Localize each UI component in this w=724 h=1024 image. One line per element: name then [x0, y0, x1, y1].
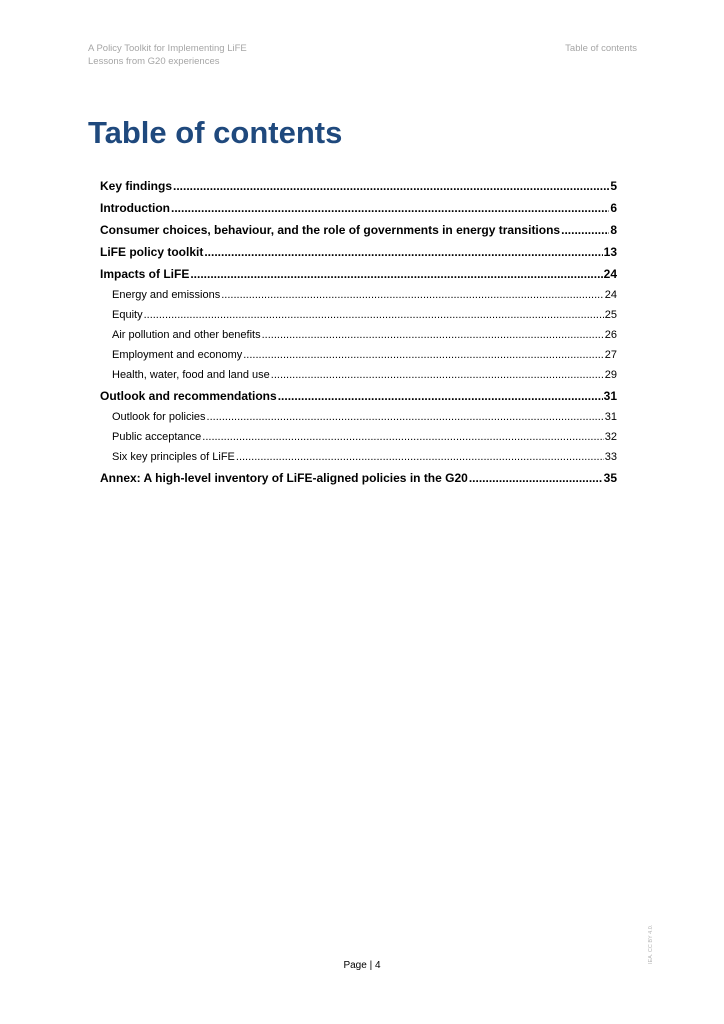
toc-entry-title: Key findings [100, 179, 173, 193]
toc-entry-title: Employment and economy [112, 349, 243, 361]
toc-entry[interactable] [100, 385, 617, 407]
toc-entry-title: Equity [112, 309, 143, 321]
dot-leader [173, 175, 609, 197]
toc-page-number: 5 [610, 179, 617, 193]
toc-page-number: 33 [604, 451, 617, 463]
page-number: Page | 4 [343, 960, 381, 971]
dot-leader [243, 345, 604, 365]
toc-entry-title: Public acceptance [112, 431, 202, 443]
toc-subentry[interactable] [100, 365, 617, 385]
toc-entry[interactable] [100, 175, 617, 197]
toc-page-number: 6 [610, 201, 617, 215]
toc-subentry[interactable] [100, 325, 617, 345]
toc-entry[interactable] [100, 197, 617, 219]
dot-leader [561, 219, 609, 241]
toc-subentry[interactable] [100, 407, 617, 427]
toc-page-number: 35 [603, 471, 617, 485]
toc-entry[interactable] [100, 241, 617, 263]
toc-page-number: 8 [610, 223, 617, 237]
toc-entry-title: LiFE policy toolkit [100, 245, 204, 259]
document-title: A Policy Toolkit for Implementing LiFE [88, 43, 247, 54]
dot-leader [278, 385, 603, 407]
toc-subentry[interactable] [100, 285, 617, 305]
dot-leader [221, 285, 604, 305]
toc-entry[interactable] [100, 219, 617, 241]
toc-page-number: 13 [603, 245, 617, 259]
toc-entry-title: Consumer choices, behaviour, and the role of governments in energy transitions [100, 223, 561, 237]
dot-leader [144, 305, 604, 325]
dot-leader [204, 241, 602, 263]
toc-subentry[interactable] [100, 305, 617, 325]
license-stamp: IEA. CC BY 4.0. [648, 924, 654, 964]
dot-leader [469, 467, 603, 489]
table-of-contents [100, 175, 617, 489]
dot-leader [171, 197, 609, 219]
toc-entry-title: Outlook and recommendations [100, 389, 277, 403]
toc-page-number: 26 [604, 329, 617, 341]
section-name: Table of contents [565, 43, 637, 54]
toc-entry-title: Six key principles of LiFE [112, 451, 235, 463]
page-title: Table of contents [88, 115, 343, 150]
document-subtitle: Lessons from G20 experiences [88, 55, 220, 67]
toc-page-number: 25 [604, 309, 617, 321]
toc-entry-title: Introduction [100, 201, 170, 215]
dot-leader [202, 427, 603, 447]
toc-entry-title: Energy and emissions [112, 289, 221, 301]
toc-page-number: 32 [604, 431, 617, 443]
toc-entry-title: Annex: A high-level inventory of LiFE-aligned policies in the G20 [100, 471, 468, 485]
toc-entry-title: Outlook for policies [112, 411, 206, 423]
toc-page-number: 29 [604, 369, 617, 381]
toc-page-number: 24 [603, 267, 617, 281]
toc-page-number: 31 [603, 389, 617, 403]
toc-subentry[interactable] [100, 447, 617, 467]
toc-subentry[interactable] [100, 345, 617, 365]
dot-leader [236, 447, 604, 467]
dot-leader [207, 407, 604, 427]
toc-entry-title: Health, water, food and land use [112, 369, 270, 381]
toc-entry-title: Impacts of LiFE [100, 267, 190, 281]
dot-leader [271, 365, 604, 385]
toc-entry[interactable] [100, 263, 617, 285]
dot-leader [262, 325, 604, 345]
toc-subentry[interactable] [100, 427, 617, 447]
toc-entry-title: Air pollution and other benefits [112, 329, 261, 341]
toc-page-number: 31 [604, 411, 617, 423]
toc-entry[interactable] [100, 467, 617, 489]
running-header-left [88, 43, 247, 68]
dot-leader [190, 263, 602, 285]
toc-page-number: 24 [604, 289, 617, 301]
toc-page-number: 27 [604, 349, 617, 361]
